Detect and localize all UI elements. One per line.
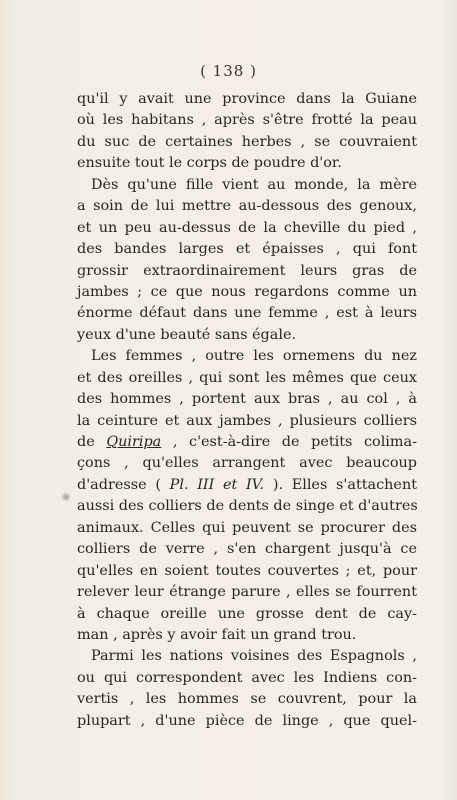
text-line: ou qui correspondent avec les Indiens con- bbox=[77, 669, 417, 686]
text-line: Dès qu'une fille vient au monde, la mère bbox=[91, 176, 417, 193]
plate-reference: Pl. III et IV. bbox=[169, 476, 265, 493]
text-line: aussi des colliers de dents de singe et d'autres bbox=[77, 498, 418, 515]
text-line: qu'elles en soient toutes couvertes ; et, pour bbox=[77, 562, 417, 579]
text-line: plupart , d'une pièce de linge , que quel- bbox=[77, 712, 417, 729]
text-segment: , c'est-à-dire de petits colima- bbox=[161, 434, 417, 450]
page-number: ( 138 ) bbox=[200, 62, 257, 80]
text-line: yeux d'une beauté sans égale. bbox=[77, 326, 297, 343]
text-line: énorme défaut dans une femme , est à leurs bbox=[77, 305, 417, 322]
text-line bbox=[77, 432, 417, 453]
text-line: çons , qu'elles arrangent avec beaucoup bbox=[77, 455, 417, 472]
text-line: du suc de certaines herbes , se couvraient bbox=[77, 133, 417, 150]
text-line: colliers de verre , s'en chargent jusqu'à ce bbox=[77, 541, 417, 558]
text-line: jambes ; ce que nous regardons comme un bbox=[77, 283, 417, 300]
italic-term: Quiripa bbox=[106, 434, 162, 450]
text-line: où les habitans , après s'être frotté la peau bbox=[77, 112, 417, 129]
text-line: et un peu au-dessus de la cheville du pied , bbox=[77, 219, 417, 236]
text-line bbox=[77, 475, 417, 496]
body-text bbox=[77, 89, 417, 732]
text-line: vertis , les hommes se couvrent, pour la bbox=[77, 691, 417, 708]
text-line: des hommes , portent aux bras , au col , à bbox=[77, 391, 417, 408]
text-segment: de bbox=[77, 434, 107, 450]
text-segment: ). Elles s'attachent bbox=[264, 476, 417, 493]
ink-smudge bbox=[61, 493, 71, 501]
text-line: des bandes larges et épaisses , qui font bbox=[77, 241, 417, 258]
text-line: Parmi les nations voisines des Espagnols , bbox=[91, 648, 417, 665]
text-line: ensuite tout le corps de poudre d'or. bbox=[77, 155, 342, 172]
text-line: qu'il y avait une province dans la Guiane bbox=[77, 91, 417, 107]
text-line: grossir extraordinairement leurs gras de bbox=[77, 262, 417, 279]
text-line: a soin de lui mettre au-dessous des genoux, bbox=[77, 198, 417, 215]
text-segment: d'adresse ( bbox=[77, 476, 170, 493]
text-line: animaux. Celles qui peuvent se procurer des bbox=[77, 519, 417, 536]
text-line: la ceinture et aux jambes , plusieurs colliers bbox=[77, 412, 417, 429]
text-line: Les femmes , outre les ornemens du nez bbox=[91, 348, 417, 365]
text-line: relever leur étrange parure , elles se fourrent bbox=[77, 584, 417, 601]
text-line: man , après y avoir fait un grand trou. bbox=[77, 626, 357, 643]
text-line: à chaque oreille une grosse dent de cay- bbox=[77, 605, 417, 622]
text-line: et des oreilles , qui sont les mêmes que ceux bbox=[77, 369, 417, 386]
